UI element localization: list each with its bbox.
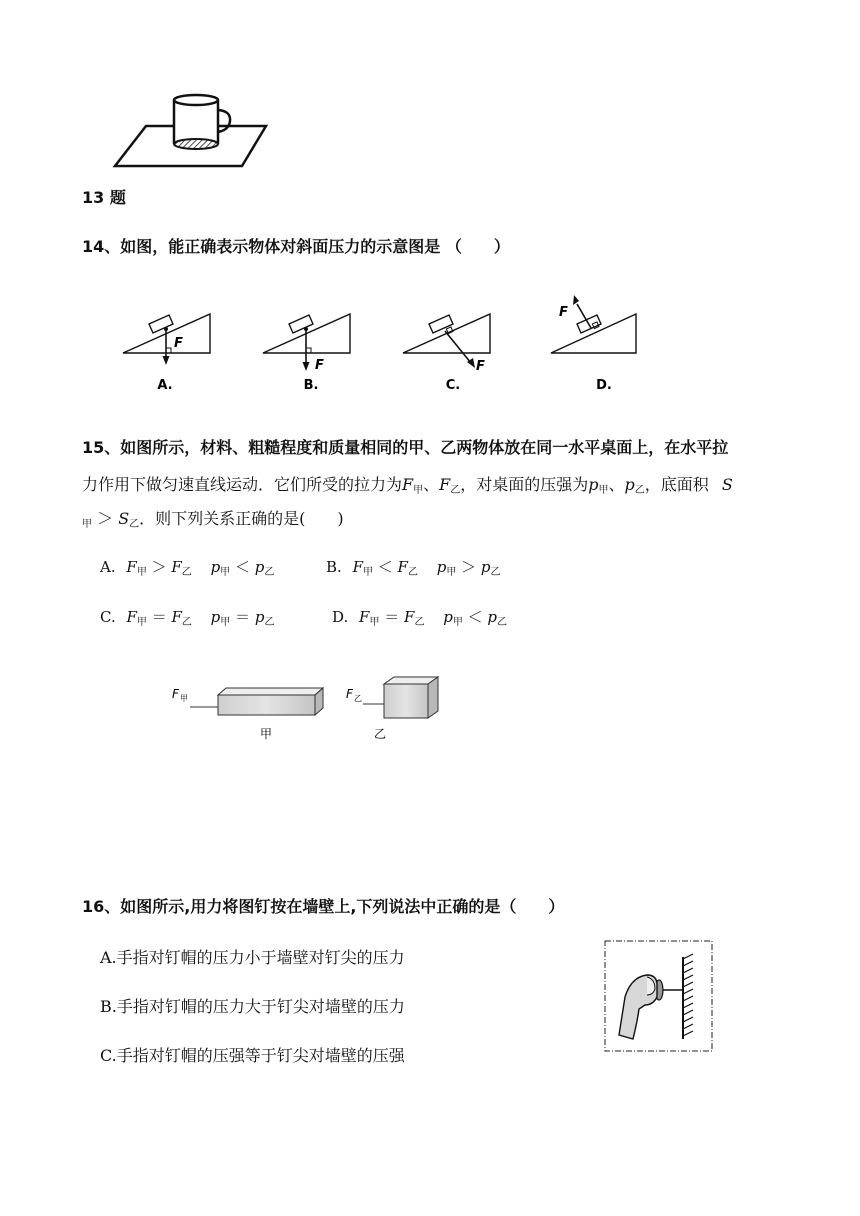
q14-figure-d — [551, 295, 636, 393]
block-yi — [363, 677, 438, 718]
q15-line1 — [82, 438, 728, 458]
q15-option-a: A. $F_甲 > F_乙$ $p_甲 < p_乙$ — [100, 558, 275, 578]
q16-option-a: A.手指对钉帽的压力小于墙壁对钉尖的压力 — [100, 948, 405, 967]
q14-option-d: D. — [596, 378, 612, 393]
q13-label: 13 题 — [82, 188, 126, 207]
q16-option-c: C.手指对钉帽的压强等于钉尖对墙壁的压强 — [100, 1046, 405, 1065]
q14-figure-a — [123, 314, 210, 393]
q15-option-c: C. $F_甲 = F_乙$ $p_甲 = p_乙$ — [100, 608, 275, 628]
q16-thumbtack-figure — [603, 939, 715, 1054]
q13-cup-figure — [110, 90, 275, 172]
q15-fig-force-yi: F — [346, 687, 353, 701]
q14-option-a: A. — [157, 378, 173, 393]
q15-fig-sub-jia: 甲 — [180, 694, 188, 703]
q16-option-b: B.手指对钉帽的压力大于钉尖对墙壁的压力 — [100, 997, 405, 1016]
q16-stem: 16、如图所示,用力将图钉按在墙壁上,下列说法中正确的是（ ） — [82, 897, 565, 916]
q14-figure-b — [263, 314, 350, 393]
q15-number: 15、如图所示，材料、粗糙程度和质量相同的甲、乙两物体放在同一水平桌面上，在水平拉 — [82, 438, 729, 457]
q15-fig-sub-yi: 乙 — [354, 694, 362, 703]
q15-line2: 力作用下做匀速直线运动．它们所受的拉力为$F_甲$、$F_乙$，对桌面的压强为$p_甲$、$p_乙$，底面积 S — [82, 475, 733, 496]
q14-force-label-d: F — [559, 305, 568, 320]
q15-option-d: D. $F_甲 = F_乙$ $p_甲 < p_乙$ — [332, 608, 507, 628]
q14-force-label-b: F — [315, 358, 324, 373]
q14-option-c: C. — [445, 378, 461, 393]
q15-option-b: B. $F_甲 < F_乙$ $p_甲 > p_乙$ — [326, 558, 501, 578]
q14-stem: 14、如图，能正确表示物体对斜面压力的示意图是 （ ） — [82, 237, 510, 256]
q15-line3: $_甲 > S_乙$．则下列关系正确的是( ) — [82, 509, 344, 530]
q15-fig-force-jia: F — [172, 687, 179, 701]
q14-figure-c — [403, 314, 490, 393]
q14-option-b: B. — [303, 378, 319, 393]
block-jia — [190, 688, 323, 715]
q15-blocks-figure — [168, 674, 448, 746]
q14-force-label-c: F — [476, 359, 485, 374]
q14-figures — [115, 290, 655, 400]
q15-fig-label-jia: 甲 — [260, 727, 273, 741]
q14-force-label-a: F — [174, 336, 183, 351]
q15-fig-label-yi: 乙 — [374, 727, 387, 741]
